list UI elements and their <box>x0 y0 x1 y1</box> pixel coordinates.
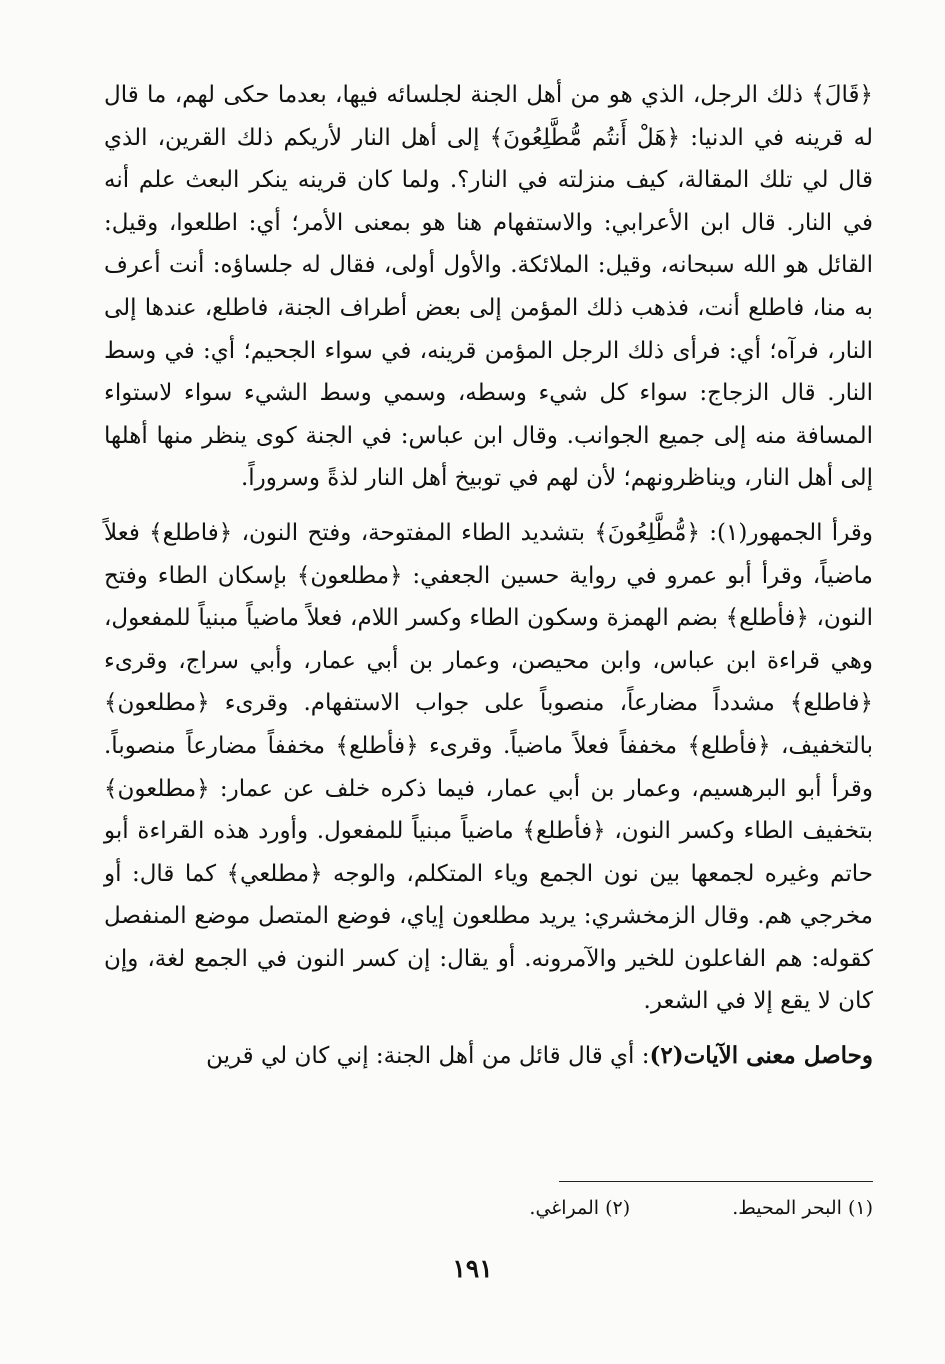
footnote-1: (١) البحر المحيط. <box>732 1197 873 1219</box>
paragraph-2: وقرأ الجمهور(١): ﴿مُّطَّلِعُونَ﴾ بتشديد الطاء المفتوحة، وفتح النون، ﴿فاطلع﴾ فعلاً ماضياً، وقرأ أبو عمرو في رواية حسين الجعفي: ﴿مطلعون﴾ بإسكان الطاء وفتح النون، ﴿فأطلع﴾ بضم الهمزة وسكون الطاء وكسر اللام، فعلاً ماضياً مبنياً للمفعول، وهي قراءة ابن عباس، وابن محيصن، وعمار بن أبي عمار، وأبي سراج، وقرىء ﴿فاطلع﴾ مشدداً مضارعاً، منصوباً على جواب الاستفهام. وقرىء ﴿مطلعون﴾ بالتخفيف، ﴿فأطلع﴾ مخففاً فعلاً ماضياً. وقرىء ﴿فأطلع﴾ مخففاً مضارعاً منصوباً. وقرأ أبو البرهسيم، وعمار بن أبي عمار، فيما ذكره خلف عن عمار: ﴿مطلعون﴾ بتخفيف الطاء وكسر النون، ﴿فأطلع﴾ ماضياً مبنياً للمفعول. وأورد هذه القراءة أبو حاتم وغيره لجمعها بين نون الجمع وياء المتكلم، والوجه ﴿مطلعي﴾ كما قال: أو مخرجي هم. وقال الزمخشري: يريد مطلعون إياي، فوضع المتصل موضع المنفصل كقوله: هم الفاعلون للخير والآمرونه. أو يقال: إن كسر النون في الجمع لغة، وإن كان لا يقع إلا في الشعر. <box>104 519 873 1015</box>
footnote-2: (٢) المراغي. <box>529 1197 631 1219</box>
main-text <box>104 74 873 1078</box>
footnotes <box>104 1192 873 1224</box>
paragraph-1: ﴿قَالَ﴾ ذلك الرجل، الذي هو من أهل الجنة لجلسائه فيها، بعدما حكى لهم، ما قال له قرينه في الدنيا: ﴿هَلْ أَنتُم مُّطَّلِعُونَ﴾ إلى أهل النار لأريكم ذلك القرين، الذي قال لي تلك المقالة، كيف منزلته في النار؟. ولما كان قرينه ينكر البعث علم أنه في النار. قال ابن الأعرابي: والاستفهام هنا هو بمعنى الأمر؛ أي: اطلعوا، وقيل: القائل هو الله سبحانه، وقيل: الملائكة. والأول أولى، فقال له جلساؤه: أنت أعرف به منا، فاطلع أنت، فذهب ذلك المؤمن إلى بعض أطراف الجنة، فاطلع، عندها إلى النار، فرآه؛ أي: فرأى ذلك الرجل المؤمن قرينه، في سواء الجحيم؛ أي: في وسط النار. قال الزجاج: سواء كل شيء وسطه، وسمي وسط الشيء سواء لاستواء المسافة منه إلى جميع الجوانب. وقال ابن عباس: في الجنة كوى ينظر منها أهلها إلى أهل النار، ويناظرونهم؛ لأن لهم في توبيخ أهل النار لذةً وسروراً. <box>104 82 873 492</box>
paragraph-3 <box>104 1035 873 1078</box>
page-number: ١٩١ <box>452 1254 493 1283</box>
summary-text: : أي قال قائل من أهل الجنة: إني كان لي قرين <box>206 1043 650 1070</box>
summary-heading: وحاصل معنى الآيات(٢) <box>649 1042 873 1070</box>
footnote-divider <box>559 1181 873 1182</box>
